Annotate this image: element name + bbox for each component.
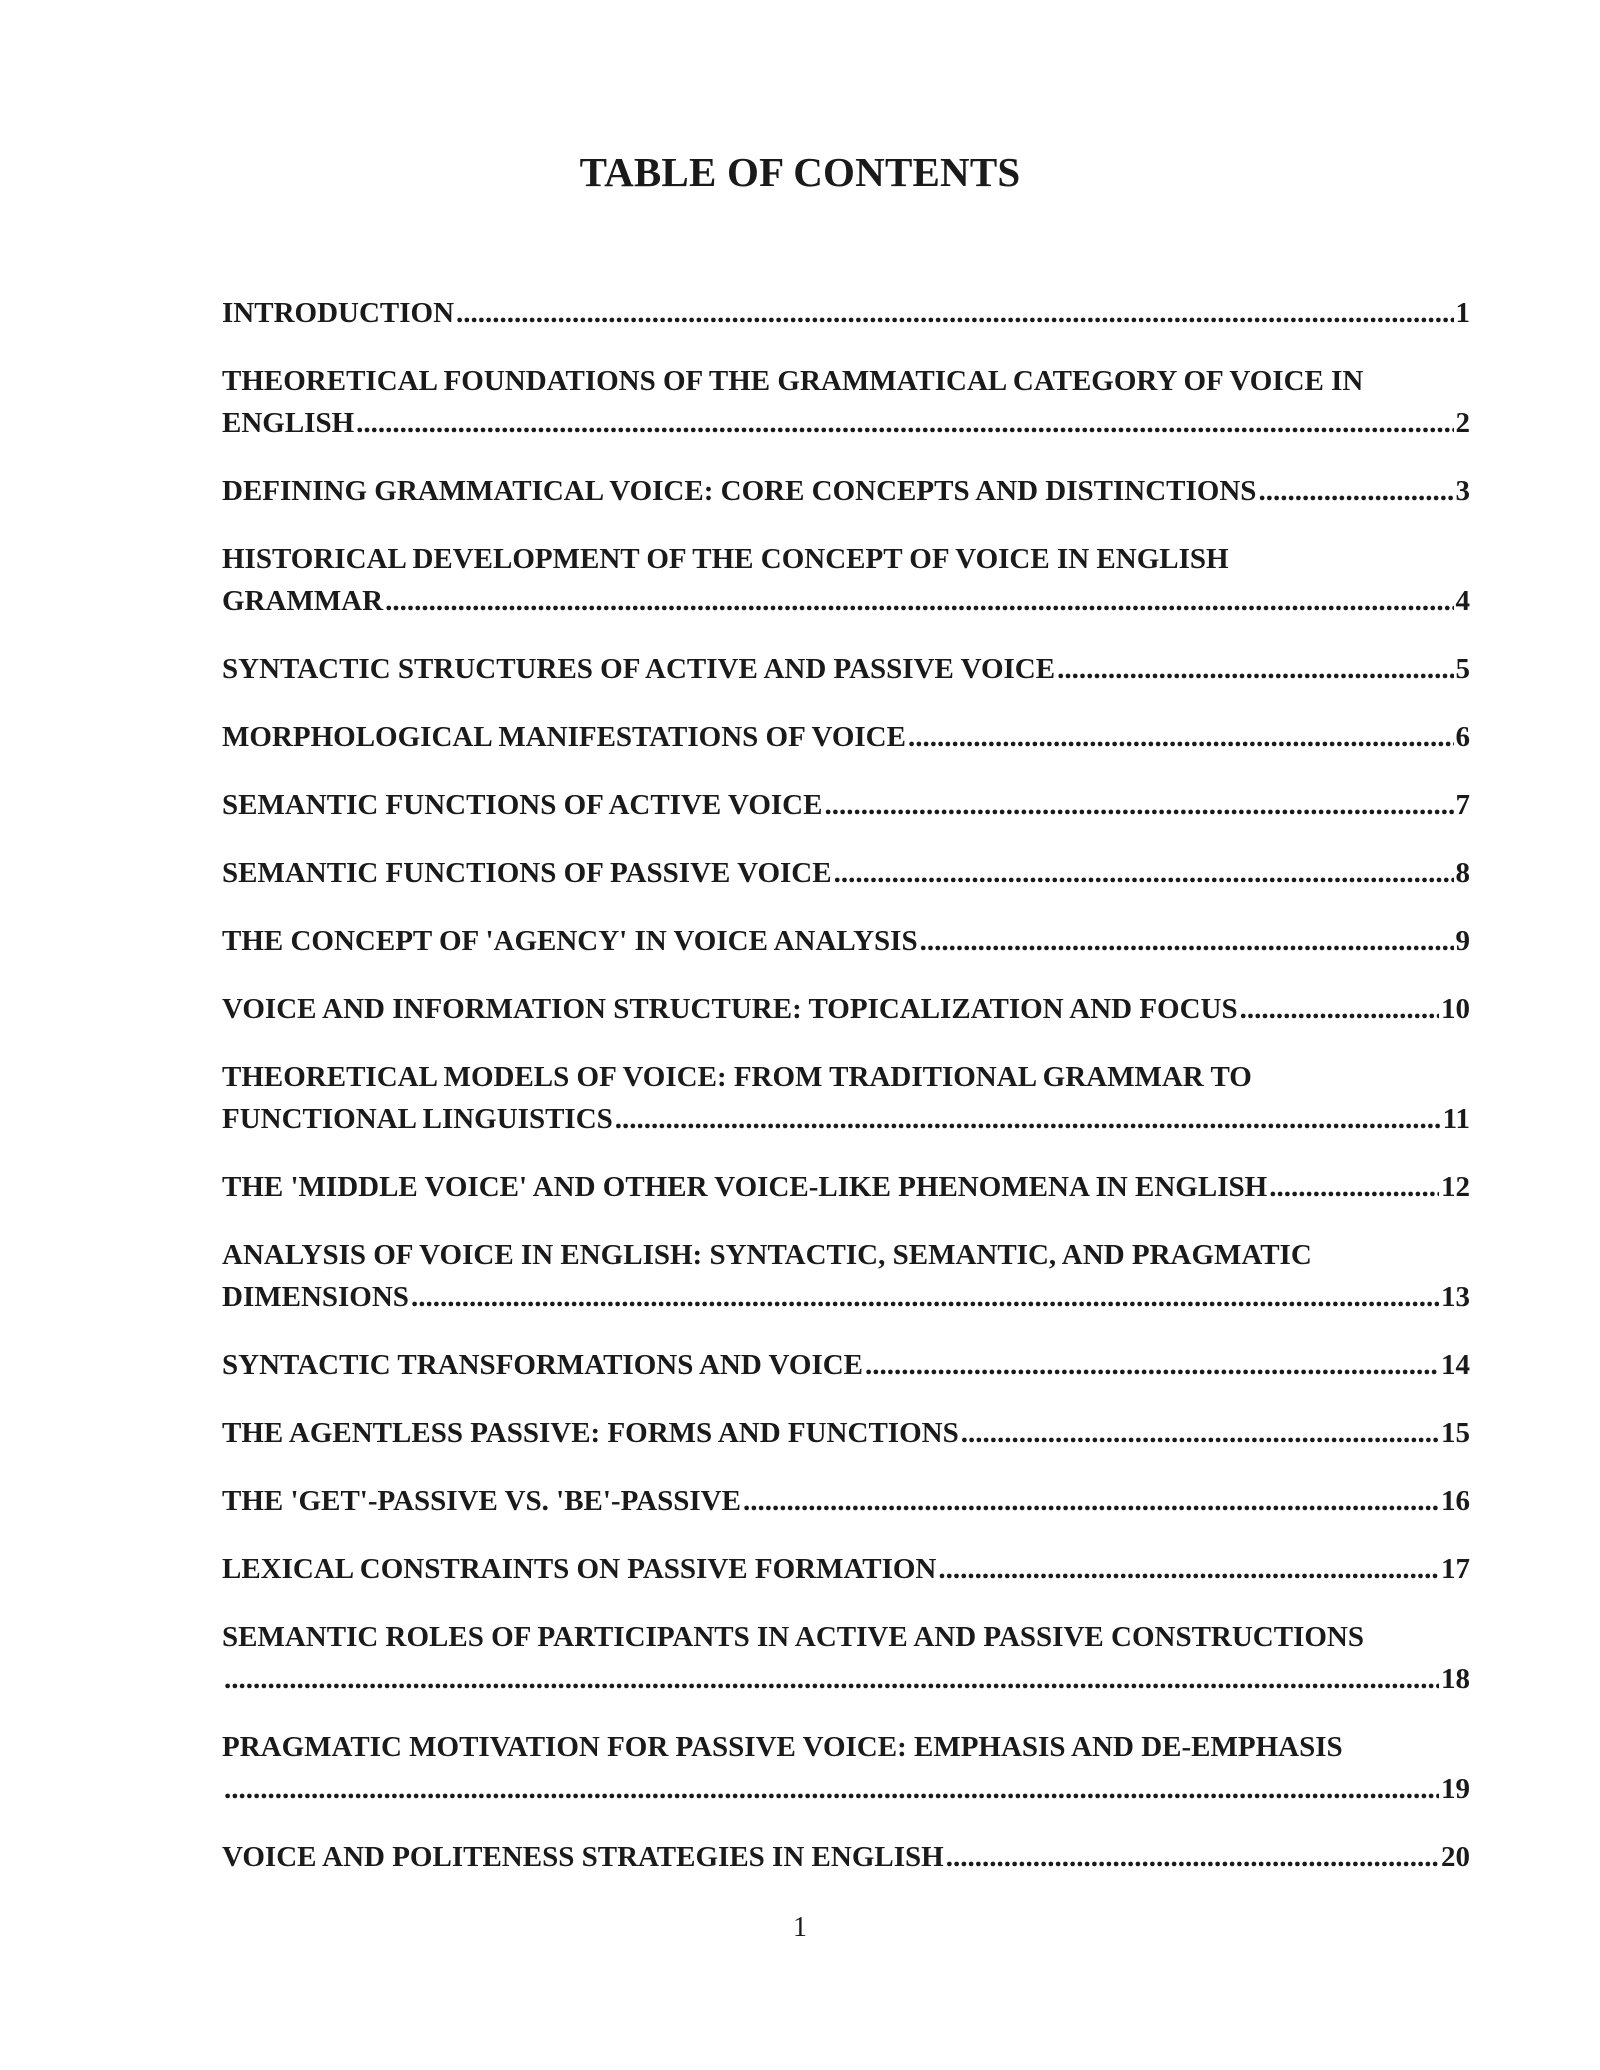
table-of-contents bbox=[222, 292, 1470, 1904]
toc-entry-leader-line bbox=[222, 648, 1470, 690]
toc-entry-title: VOICE AND INFORMATION STRUCTURE: TOPICALIZATION AND FOCUS bbox=[222, 993, 1238, 1025]
toc-entry-title: SYNTACTIC STRUCTURES OF ACTIVE AND PASSIVE VOICE bbox=[222, 653, 1056, 685]
dot-leader bbox=[920, 920, 1454, 962]
toc-entry-title: THE 'GET'-PASSIVE VS. 'BE'-PASSIVE bbox=[222, 1485, 741, 1517]
toc-entry-leader-line bbox=[222, 1658, 1470, 1700]
toc-entry-page-number: 12 bbox=[1441, 1171, 1470, 1203]
toc-entry[interactable] bbox=[222, 1234, 1470, 1318]
toc-entry-title: THE CONCEPT OF 'AGENCY' IN VOICE ANALYSIS bbox=[222, 925, 918, 957]
toc-entry-page-number: 8 bbox=[1455, 857, 1470, 889]
toc-entry-title: VOICE AND POLITENESS STRATEGIES IN ENGLISH bbox=[222, 1841, 944, 1873]
dot-leader bbox=[385, 580, 1453, 622]
toc-entry[interactable] bbox=[222, 1836, 1470, 1878]
dot-leader bbox=[938, 1548, 1439, 1590]
toc-entry-leader-line bbox=[222, 1412, 1470, 1454]
toc-entry-leader-line bbox=[222, 470, 1470, 512]
toc-entry-leader-line bbox=[222, 784, 1470, 826]
toc-entry-title: FUNCTIONAL LINGUISTICS bbox=[222, 1103, 613, 1135]
toc-entry[interactable] bbox=[222, 988, 1470, 1030]
toc-entry-leader-line bbox=[222, 1166, 1470, 1208]
dot-leader bbox=[411, 1276, 1439, 1318]
dot-leader bbox=[356, 402, 1453, 444]
toc-entry[interactable] bbox=[222, 1726, 1470, 1810]
toc-entry[interactable] bbox=[222, 470, 1470, 512]
toc-entry-leader-line bbox=[222, 1768, 1470, 1810]
toc-entry-page-number: 20 bbox=[1441, 1841, 1470, 1873]
dot-leader bbox=[865, 1344, 1439, 1386]
toc-entry[interactable] bbox=[222, 716, 1470, 758]
toc-entry-title-line: SEMANTIC ROLES OF PARTICIPANTS IN ACTIVE AND PASSIVE CONSTRUCTIONS bbox=[222, 1621, 1365, 1653]
toc-entry-leader-line bbox=[222, 1548, 1470, 1590]
toc-entry-title: INTRODUCTION bbox=[222, 297, 455, 329]
toc-entry-page-number: 17 bbox=[1441, 1553, 1470, 1585]
toc-entry-leader-line bbox=[222, 402, 1470, 444]
toc-entry-leader-line bbox=[222, 580, 1470, 622]
toc-entry-leader-line bbox=[222, 988, 1470, 1030]
toc-entry-page-number: 15 bbox=[1441, 1417, 1470, 1449]
toc-entry[interactable] bbox=[222, 648, 1470, 690]
dot-leader bbox=[1057, 648, 1453, 690]
dot-leader bbox=[1269, 1166, 1439, 1208]
dot-leader bbox=[1258, 470, 1453, 512]
toc-entry-title: SYNTACTIC TRANSFORMATIONS AND VOICE bbox=[222, 1349, 864, 1381]
toc-entry-page-number: 16 bbox=[1441, 1485, 1470, 1517]
toc-entry[interactable] bbox=[222, 1412, 1470, 1454]
toc-entry-title-line: PRAGMATIC MOTIVATION FOR PASSIVE VOICE: EMPHASIS AND DE-EMPHASIS bbox=[222, 1731, 1343, 1763]
toc-entry[interactable] bbox=[222, 920, 1470, 962]
toc-entry-title: THE AGENTLESS PASSIVE: FORMS AND FUNCTIONS bbox=[222, 1417, 959, 1449]
dot-leader bbox=[961, 1412, 1439, 1454]
dot-leader bbox=[824, 784, 1453, 826]
toc-entry-leader-line bbox=[222, 716, 1470, 758]
toc-entry[interactable] bbox=[222, 784, 1470, 826]
toc-entry-page-number: 2 bbox=[1455, 407, 1470, 439]
toc-entry-title: ENGLISH bbox=[222, 407, 355, 439]
dot-leader bbox=[743, 1480, 1439, 1522]
toc-entry[interactable] bbox=[222, 1480, 1470, 1522]
toc-entry-page-number: 19 bbox=[1441, 1773, 1470, 1805]
toc-entry[interactable] bbox=[222, 1056, 1470, 1140]
toc-entry-leader-line bbox=[222, 1276, 1470, 1318]
toc-entry-page-number: 7 bbox=[1455, 789, 1470, 821]
toc-entry-page-number: 14 bbox=[1441, 1349, 1470, 1381]
toc-entry-leader-line bbox=[222, 852, 1470, 894]
page-title: TABLE OF CONTENTS bbox=[579, 149, 1021, 195]
toc-entry-title: DEFINING GRAMMATICAL VOICE: CORE CONCEPTS AND DISTINCTIONS bbox=[222, 475, 1257, 507]
toc-entry-page-number: 1 bbox=[1455, 297, 1470, 329]
dot-leader bbox=[908, 716, 1454, 758]
toc-entry-page-number: 9 bbox=[1455, 925, 1470, 957]
toc-entry[interactable] bbox=[222, 292, 1470, 334]
toc-entry-title-line: THEORETICAL MODELS OF VOICE: FROM TRADITIONAL GRAMMAR TO bbox=[222, 1061, 1252, 1093]
toc-entry[interactable] bbox=[222, 360, 1470, 444]
toc-entry-leader-line bbox=[222, 1098, 1470, 1140]
toc-entry-page-number: 5 bbox=[1455, 653, 1470, 685]
toc-entry-page-number: 4 bbox=[1455, 585, 1470, 617]
toc-entry[interactable] bbox=[222, 538, 1470, 622]
toc-entry-title-line: THEORETICAL FOUNDATIONS OF THE GRAMMATICAL CATEGORY OF VOICE IN bbox=[222, 365, 1364, 397]
toc-entry-title: GRAMMAR bbox=[222, 585, 384, 617]
toc-entry-leader-line bbox=[222, 292, 1470, 334]
toc-entry-page-number: 3 bbox=[1455, 475, 1470, 507]
toc-entry[interactable] bbox=[222, 852, 1470, 894]
dot-leader bbox=[834, 852, 1454, 894]
toc-entry[interactable] bbox=[222, 1166, 1470, 1208]
toc-entry[interactable] bbox=[222, 1616, 1470, 1700]
toc-entry-title-line: HISTORICAL DEVELOPMENT OF THE CONCEPT OF VOICE IN ENGLISH bbox=[222, 543, 1229, 575]
toc-entry[interactable] bbox=[222, 1344, 1470, 1386]
toc-entry-page-number: 11 bbox=[1442, 1103, 1470, 1135]
toc-entry-page-number: 6 bbox=[1455, 721, 1470, 753]
page-number: 1 bbox=[793, 1912, 807, 1943]
dot-leader bbox=[224, 1658, 1439, 1700]
toc-entry[interactable] bbox=[222, 1548, 1470, 1590]
dot-leader bbox=[946, 1836, 1439, 1878]
dot-leader bbox=[224, 1768, 1439, 1810]
toc-entry-title: SEMANTIC FUNCTIONS OF ACTIVE VOICE bbox=[222, 789, 823, 821]
toc-entry-title: SEMANTIC FUNCTIONS OF PASSIVE VOICE bbox=[222, 857, 832, 889]
toc-entry-page-number: 10 bbox=[1441, 993, 1470, 1025]
toc-entry-title-line: ANALYSIS OF VOICE IN ENGLISH: SYNTACTIC, SEMANTIC, AND PRAGMATIC bbox=[222, 1239, 1312, 1271]
toc-entry-leader-line bbox=[222, 1344, 1470, 1386]
dot-leader bbox=[615, 1098, 1441, 1140]
toc-entry-leader-line bbox=[222, 920, 1470, 962]
toc-entry-title: LEXICAL CONSTRAINTS ON PASSIVE FORMATION bbox=[222, 1553, 937, 1585]
toc-entry-title: THE 'MIDDLE VOICE' AND OTHER VOICE-LIKE PHENOMENA IN ENGLISH bbox=[222, 1171, 1268, 1203]
toc-entry-page-number: 18 bbox=[1441, 1663, 1470, 1695]
dot-leader bbox=[1240, 988, 1439, 1030]
dot-leader bbox=[456, 292, 1453, 334]
toc-entry-leader-line bbox=[222, 1480, 1470, 1522]
toc-entry-page-number: 13 bbox=[1441, 1281, 1470, 1313]
toc-entry-title: DIMENSIONS bbox=[222, 1281, 409, 1313]
toc-entry-leader-line bbox=[222, 1836, 1470, 1878]
toc-entry-title: MORPHOLOGICAL MANIFESTATIONS OF VOICE bbox=[222, 721, 906, 753]
